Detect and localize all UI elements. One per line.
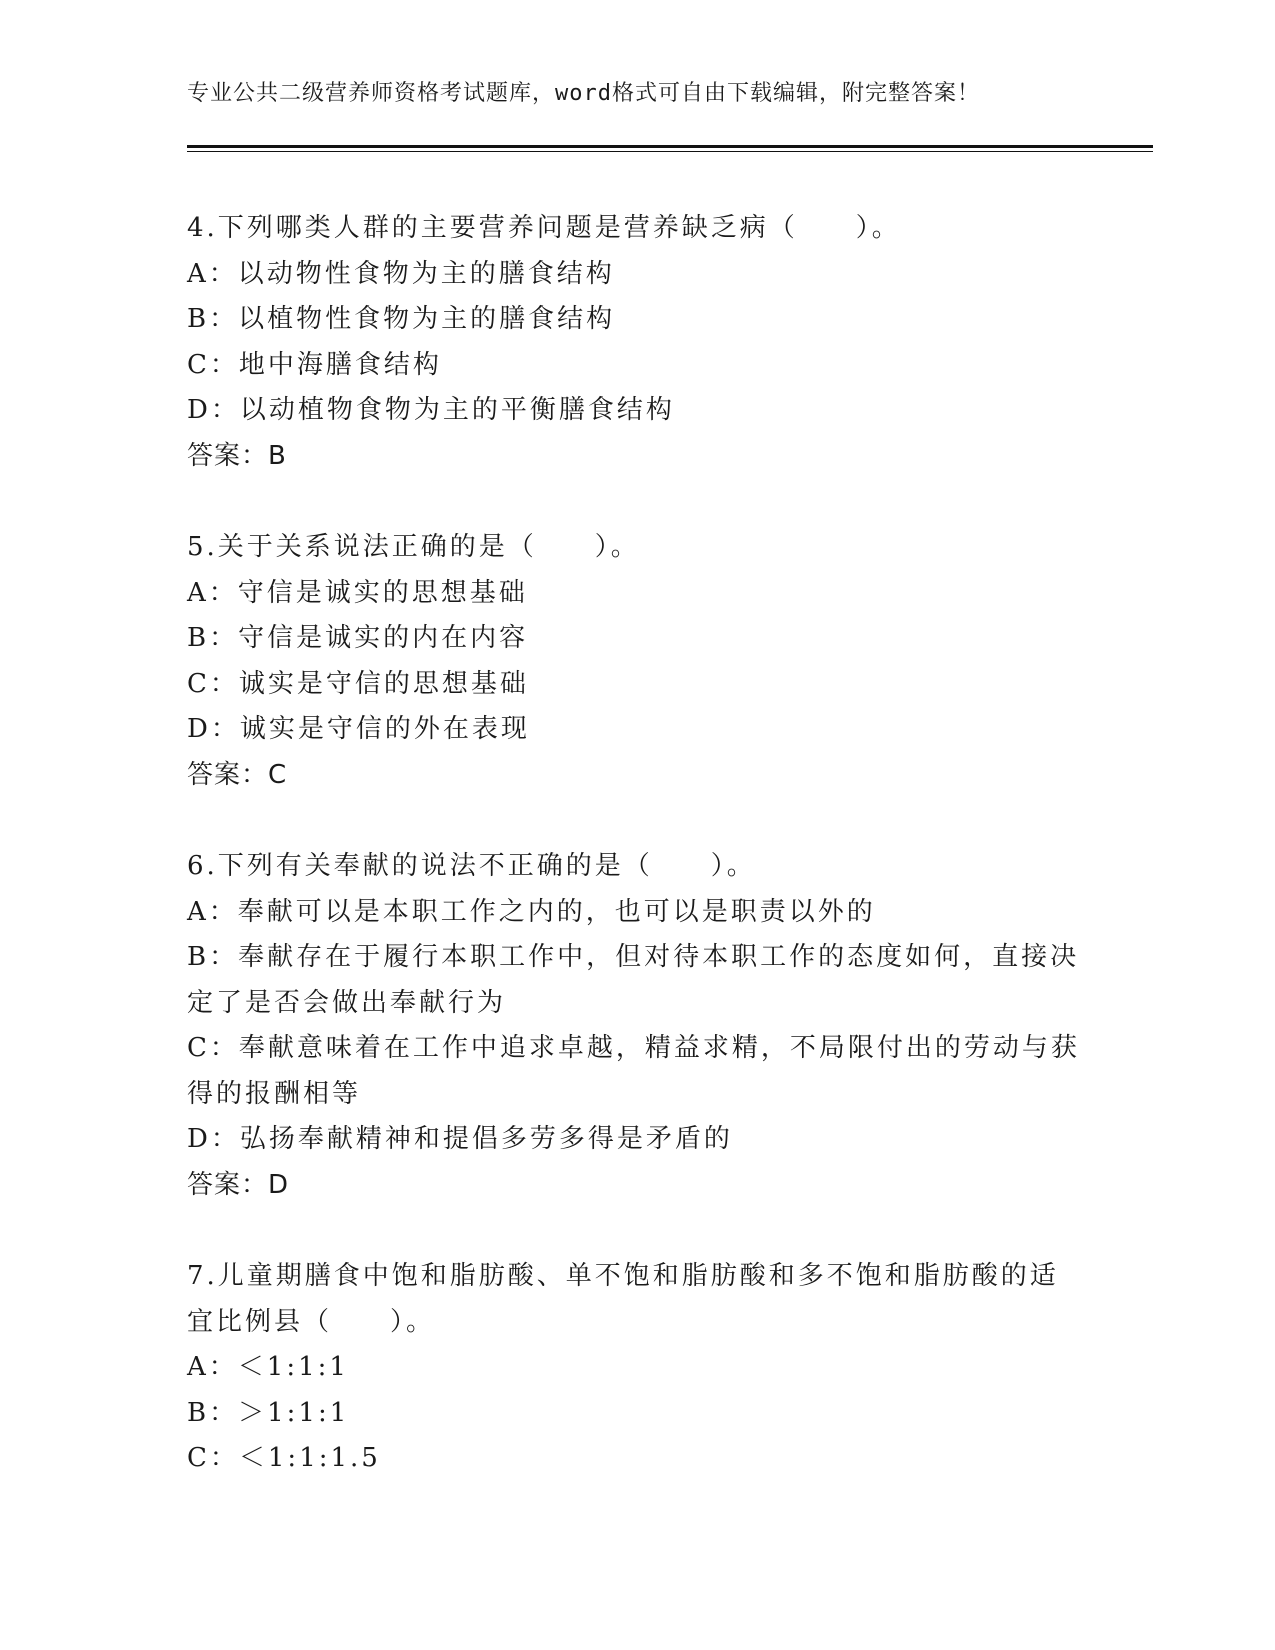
option-a: A：守信是诚实的思想基础 <box>187 577 528 608</box>
option-a: A：奉献可以是本职工作之内的，也可以是职责以外的 <box>187 896 876 927</box>
answer-label: 答案：C <box>187 759 288 790</box>
question-stem: 5.关于关系说法正确的是（ ）。 <box>187 532 640 562</box>
option-b: B：以植物性食物为主的膳食结构 <box>187 304 616 334</box>
option-c: C：地中海膳食结构 <box>187 349 442 380</box>
question-7 <box>187 1254 1087 1482</box>
question-stem: 7.儿童期膳食中饱和脂肪酸、单不饱和脂肪酸和多不饱和脂肪酸的适宜比例县（ ）。 <box>187 1261 1059 1337</box>
question-5 <box>187 525 1087 798</box>
option-c: C：诚实是守信的思想基础 <box>187 668 529 699</box>
option-a: A：＜1:1:1 <box>187 1352 349 1382</box>
option-d: D：以动植物食物为主的平衡膳食结构 <box>187 395 675 425</box>
answer-label: 答案：D <box>187 1169 290 1200</box>
header-divider-thick <box>187 145 1153 148</box>
option-b: B：奉献存在于履行本职工作中，但对待本职工作的态度如何，直接决定了是否会做出奉献行为 <box>187 942 1080 1018</box>
answer-label: 答案：B <box>187 440 287 471</box>
option-a: A：以动物性食物为主的膳食结构 <box>187 258 615 289</box>
question-list <box>187 206 1087 1528</box>
option-b: B：守信是诚实的内在内容 <box>187 623 529 653</box>
option-c: C：奉献意味着在工作中追求卓越，精益求精，不局限付出的劳动与获得的报酬相等 <box>187 1033 1080 1109</box>
option-d: D：诚实是守信的外在表现 <box>187 714 530 744</box>
question-stem: 4.下列哪类人群的主要营养问题是营养缺乏病（ ）。 <box>187 213 901 243</box>
option-d: D：弘扬奉献精神和提倡多劳多得是矛盾的 <box>187 1124 733 1154</box>
option-c: C：＜1:1:1.5 <box>187 1443 381 1473</box>
header-divider-thin <box>187 151 1153 152</box>
question-4 <box>187 206 1087 479</box>
option-b: B：＞1:1:1 <box>187 1397 350 1428</box>
question-stem: 6.下列有关奉献的说法不正确的是（ ）。 <box>187 851 756 881</box>
question-6 <box>187 844 1087 1208</box>
page-header: 专业公共二级营养师资格考试题库，word格式可自由下载编辑，附完整答案！ <box>187 81 980 106</box>
